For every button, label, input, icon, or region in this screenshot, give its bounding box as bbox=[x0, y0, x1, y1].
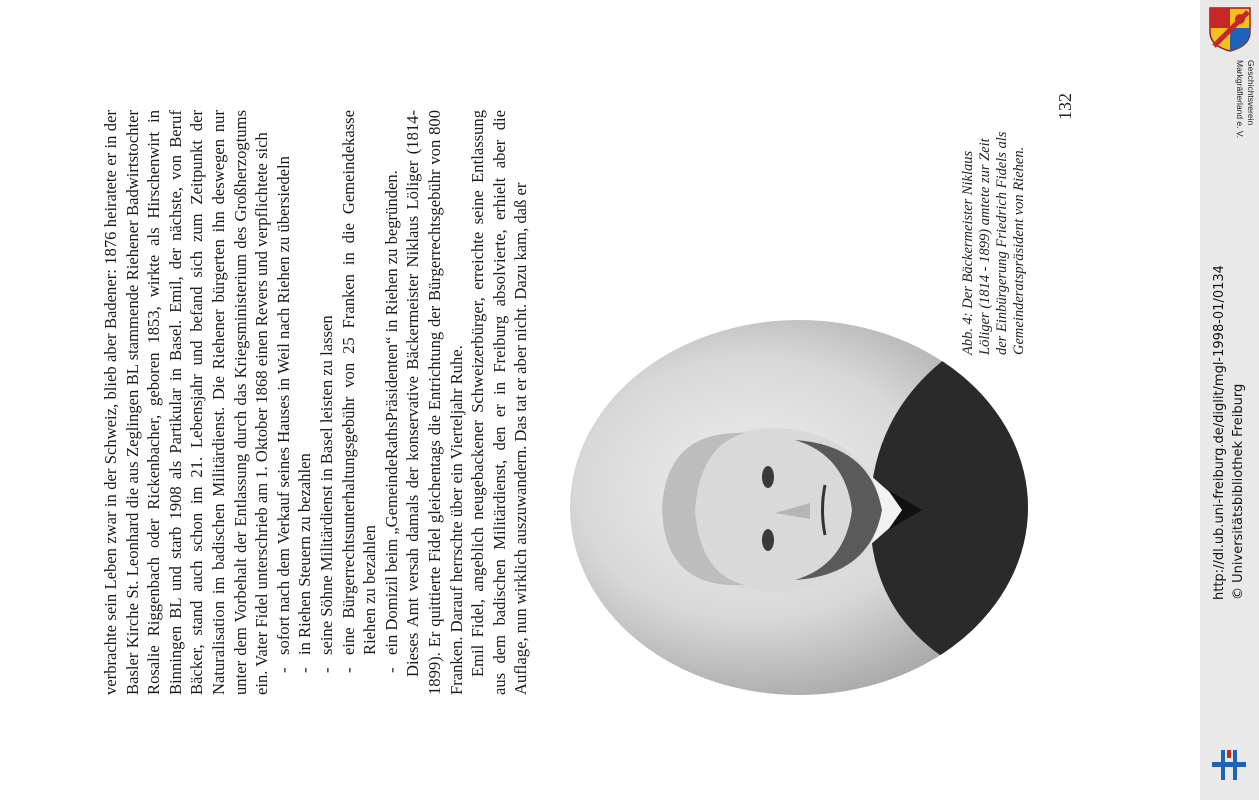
caption-line: Löliger (1814 - 1899) amtete zur Zeit bbox=[977, 138, 993, 355]
list-item: - sofort nach dem Verkauf seines Hauses in Weil nach Riehen zu übersiedeln bbox=[273, 110, 295, 673]
obligations-list bbox=[273, 110, 403, 695]
portrait-illustration bbox=[570, 320, 1028, 695]
portrait-photo bbox=[570, 320, 1028, 695]
list-item: - seine Söhne Militärdienst in Basel leisten zu lassen bbox=[316, 110, 338, 673]
copyright-notice: © Universitätsbibliothek Freiburg bbox=[1231, 383, 1246, 600]
sidebar-credits bbox=[1210, 0, 1254, 600]
figure-caption bbox=[960, 65, 1028, 355]
paragraph-1: verbrachte sein Leben zwar in der Schweiz, blieb aber Badener: 1876 heiratete er in der Basler Kirche St. Leonhard die aus Zeglingen BL stammende Riehener Badwirtstochter Rosalie Riggenbach oder Rickenbacher, geboren 1853, wirkte als Hirschenwirt in Binningen BL und starb 1908 als Partikular in Basel. Emil, der nächste, von Beruf Bäcker, stand auch schon im 21. Lebensjahr und befand sich zum Zeitpunkt der Naturalisation im badischen Militärdienst. Die Riehener bürgerten ihn deswegen nur unter dem Vorbehalt der Entlassung durch das Kriegsministerium des Großherzogtums ein. Vater Fidel unterschrieb am 1. Oktober 1868 einen Revers und verpflichtete sich bbox=[101, 110, 272, 695]
paragraph-3: Emil Fidel, angeblich neugebackener Schweizerbürger, erreichte seine Entlassung aus dem badischen Militärdienst, den er in Freiburg absolvierte, erhielt aber die Auflage, nun wirklich auszuwandern. Das tat er aber nicht. Dazu kam, daß er bbox=[468, 110, 531, 695]
page-number: 132 bbox=[1055, 93, 1075, 120]
caption-line: Abb. 4: Der Bäckermeister Niklaus bbox=[960, 150, 976, 355]
university-library-logo-icon bbox=[1212, 748, 1246, 782]
caption-line: Gemeinderatspräsident von Riehen. bbox=[1011, 146, 1027, 355]
list-item: - eine Bürgerrechtsunterhaltungsgebühr von 25 Franken in die Gemeindekasse Riehen zu bezahlen bbox=[338, 110, 381, 673]
source-url-link[interactable]: http://dl.ub.uni-freiburg.de/diglit/mgl-1998-01/0134 bbox=[1212, 265, 1227, 600]
caption-line: der Einbürgerung Friedrich Fidels als bbox=[994, 131, 1010, 355]
society-line: Markgräflerland e. V. bbox=[1235, 60, 1245, 139]
body-text bbox=[100, 110, 532, 695]
list-item: - in Riehen Steuern zu bezahlen bbox=[294, 110, 316, 673]
society-line: Geschichtsverein bbox=[1246, 60, 1256, 126]
list-item: - ein Domizil beim „GemeindeRathsPräsidenten“ in Riehen zu begründen. bbox=[381, 110, 403, 673]
paragraph-2: Dieses Amt versah damals der konservative Bäckermeister Niklaus Löliger (1814-1899). Er quittierte Fidel gleichentags die Entrichtung der Bürgerrechtsgebühr von 800 Franken. Darauf herrschte über ein Vierteljahr Ruhe. bbox=[403, 110, 466, 695]
